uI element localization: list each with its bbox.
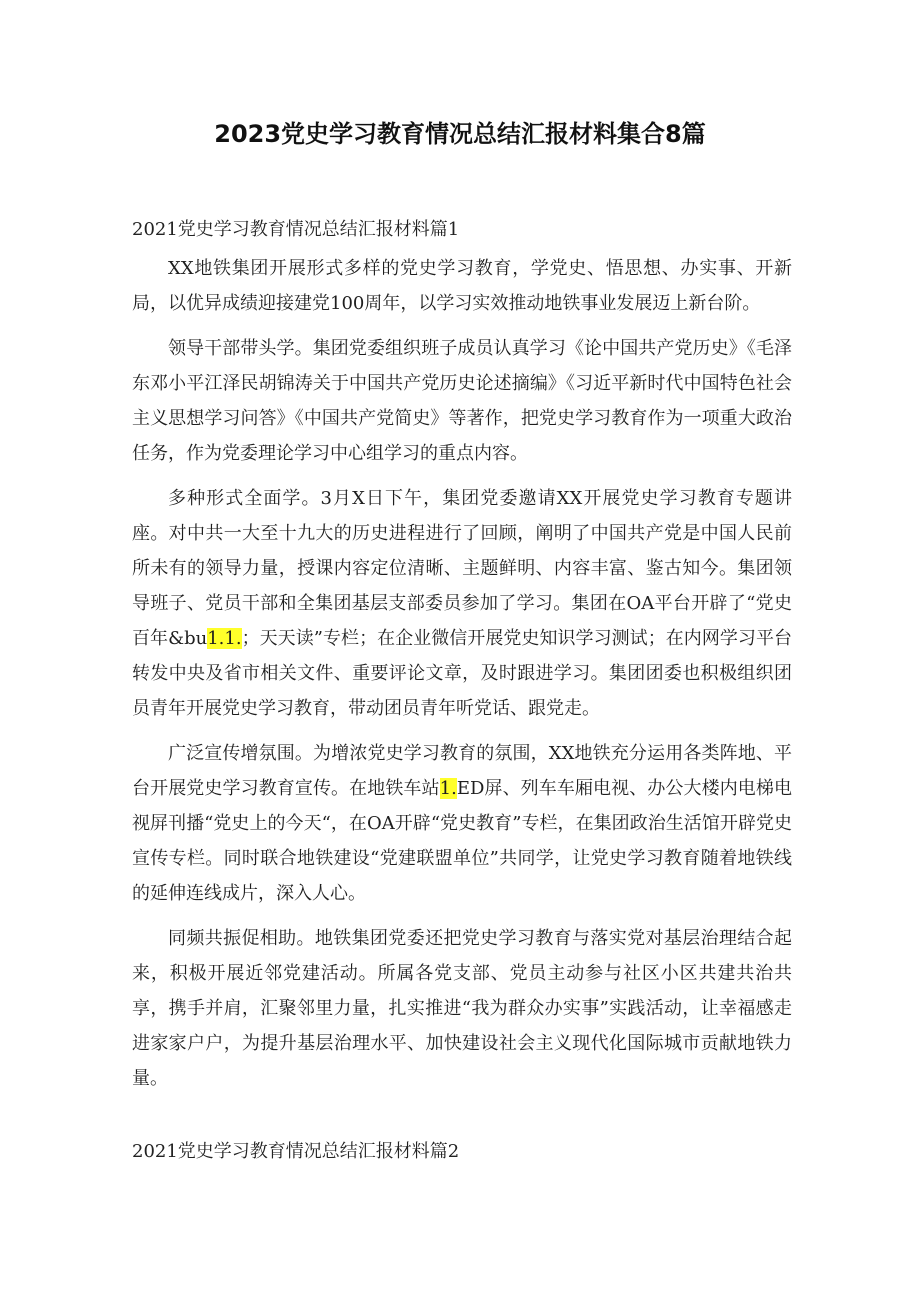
- highlighted-text: 1.1.: [207, 628, 242, 649]
- paragraph-various-forms: [132, 481, 792, 726]
- paragraph-text-after: ED屏、列车车厢电视、办公大楼内电梯电视屏刊播“党史上的今天“，在OA开辟“党史教育”专栏，在集团政治生活馆开辟党史宣传专栏。同时联合地铁建设“党建联盟单位”共同学，让党史学习教育随着地铁线的延伸连线成片，深入人心。: [132, 778, 792, 904]
- paragraph-text-before: 多种形式全面学。3月X日下午，集团党委邀请XX开展党史学习教育专题讲座。对中共一大至十九大的历史进程进行了回顾，阐明了中国共产党是中国人民前所未有的领导力量，授课内容定位清晰、主题鲜明、内容丰富、鉴古知今。集团领导班子、党员干部和全集团基层支部委员参加了学习。集团在OA平台开辟了“党史百年&bu: [132, 488, 792, 649]
- paragraph-intro: [132, 251, 792, 321]
- paragraph-text-before: 广泛宣传增氛围。为增浓党史学习教育的氛围，XX地铁充分运用各类阵地、平台开展党史学习教育宣传。在地铁车站: [132, 743, 792, 799]
- paragraph-text: 领导干部带头学。集团党委组织班子成员认真学习《论中国共产党历史》《毛泽东邓小平江泽民胡锦涛关于中国共产党历史论述摘编》《习近平新时代中国特色社会主义思想学习问答》《中国共产党简史》等著作，把党史学习教育作为一项重大政治任务，作为党委理论学习中心组学习的重点内容。: [132, 338, 792, 464]
- paragraph-text: 同频共振促相助。地铁集团党委还把党史学习教育与落实党对基层治理结合起来，积极开展近邻党建活动。所属各党支部、党员主动参与社区小区共建共治共享，携手并肩，汇聚邻里力量，扎实推进“我为群众办实事”实践活动，让幸福感走进家家户户，为提升基层治理水平、加快建设社会主义现代化国际城市贡献地铁力量。: [132, 928, 792, 1089]
- section-heading-2: 2021党史学习教育情况总结汇报材料篇2: [132, 1141, 460, 1162]
- section-heading-1: 2021党史学习教育情况总结汇报材料篇1: [132, 219, 460, 240]
- paragraph-publicity: [132, 736, 792, 911]
- paragraph-resonance: [132, 921, 792, 1096]
- paragraph-leaders-study: [132, 331, 792, 471]
- document-body: [132, 251, 792, 1106]
- paragraph-text-after: ；天天读”专栏；在企业微信开展党史知识学习测试；在内网学习平台转发中央及省市相关文件、重要评论文章，及时跟进学习。集团团委也积极组织团员青年开展党史学习教育，带动团员青年听党话、跟党走。: [132, 628, 792, 719]
- document-title: 2023党史学习教育情况总结汇报材料集合8篇: [214, 120, 706, 148]
- highlighted-text: 1.: [439, 778, 457, 799]
- paragraph-text: XX地铁集团开展形式多样的党史学习教育，学党史、悟思想、办实事、开新局，以优异成绩迎接建党100周年，以学习实效推动地铁事业发展迈上新台阶。: [132, 258, 792, 314]
